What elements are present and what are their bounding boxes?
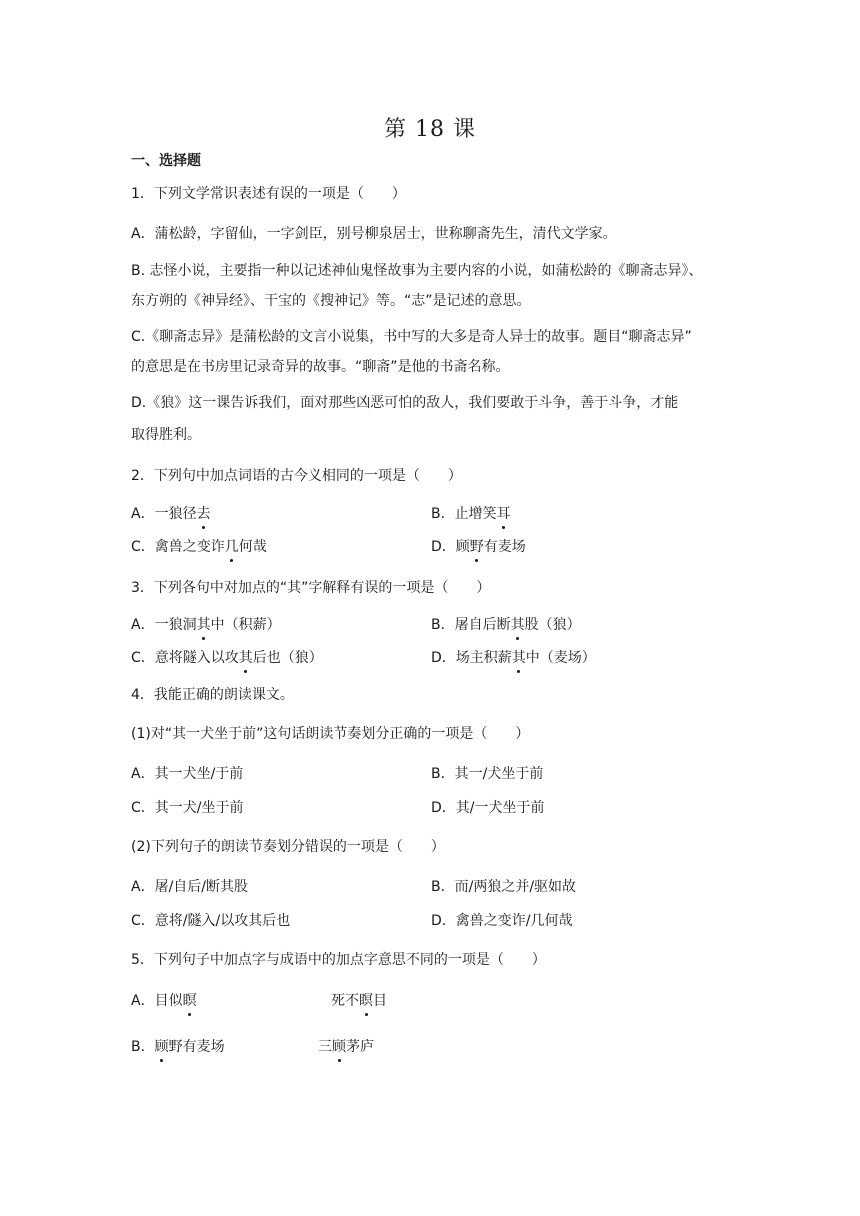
option-text: A．一狼洞 <box>131 617 197 633</box>
dotted-character: 瞑 <box>182 993 197 1009</box>
question-1-option-d-line2: 取得胜利。 <box>131 427 201 443</box>
question-1-option-c-line2: 的意思是在书房里记录奇异的故事。“聊斋”是他的书斋名称。 <box>131 359 510 375</box>
question-3-option-d <box>431 648 596 668</box>
question-5-option-b <box>131 1037 225 1057</box>
dotted-character: 其 <box>196 617 211 633</box>
option-text: 后也（狼） <box>252 650 323 666</box>
option-text: 野有麦场 <box>168 1039 225 1055</box>
option-text: B． <box>131 1039 155 1055</box>
question-1-option-b-line1: B. 志怪小说，主要指一种以记述神仙鬼怪故事为主要内容的小说，如蒲松龄的《聊斋志异》、 <box>131 263 703 279</box>
question-1-option-d-line1: D.《狼》这一课告诉我们，面对那些凶恶可怕的敌人，我们要敢于斗争，善于斗争，才能 <box>131 395 679 411</box>
dotted-character: 耳 <box>496 506 511 522</box>
question-3-stem: 3．下列各句中对加点的“其”字解释有误的一项是（ ） <box>131 580 491 596</box>
dotted-character: 瞑 <box>359 993 373 1009</box>
dotted-character: 去 <box>196 506 211 522</box>
page-title: 第 18 课 <box>384 117 476 142</box>
question-3-option-b <box>431 615 581 635</box>
idiom-text: 目 <box>373 993 387 1009</box>
dotted-character: 其 <box>510 617 525 633</box>
option-text: C．意将隧入以攻 <box>131 650 239 666</box>
dotted-character: 其 <box>238 650 253 666</box>
idiom-text: 茅庐 <box>346 1039 374 1055</box>
option-text: 中（积薪） <box>210 617 281 633</box>
section-heading: 一、选择题 <box>131 153 201 169</box>
dotted-character: 几 <box>224 539 239 555</box>
question-5-option-a <box>131 991 197 1011</box>
dotted-character: 野 <box>469 539 484 555</box>
question-4-1-option-b: B．其一/犬坐于前 <box>431 766 544 782</box>
question-2-option-d <box>431 537 526 557</box>
option-text: B．屠自后断 <box>431 617 511 633</box>
question-4-2-option-d: D．禽兽之变诈/几何哉 <box>431 913 573 929</box>
option-text: 股（狼） <box>524 617 581 633</box>
question-2-option-c <box>131 537 267 557</box>
option-text: D．顾 <box>431 539 470 555</box>
option-text: 中（麦场） <box>525 650 596 666</box>
question-2-option-a <box>131 504 211 524</box>
question-4-1-option-c: C．其一犬/坐于前 <box>131 800 244 816</box>
question-4-1-option-d: D．其/一犬坐于前 <box>431 800 545 816</box>
question-4-stem: 4．我能正确的朗读课文。 <box>131 687 294 703</box>
option-text: D．场主积薪 <box>431 650 512 666</box>
idiom-text: 死不 <box>331 993 359 1009</box>
question-5-option-b-idiom <box>318 1037 374 1057</box>
option-text: A．一狼径 <box>131 506 197 522</box>
question-3-option-c <box>131 648 323 668</box>
dotted-character: 顾 <box>332 1039 346 1055</box>
option-text: 何哉 <box>238 539 267 555</box>
question-2-option-b <box>431 504 511 524</box>
question-1-option-b-line2: 东方朔的《神异经》、干宝的《搜神记》等。“志”是记述的意思。 <box>131 293 531 309</box>
question-4-2-option-a: A．屠/自后/断其股 <box>131 879 249 895</box>
question-5-option-a-idiom <box>331 991 387 1011</box>
dotted-character: 顾 <box>154 1039 169 1055</box>
question-4-2-stem: (2)下列句子的朗读节奏划分错误的一项是（ ） <box>131 839 445 855</box>
idiom-text: 三 <box>318 1039 332 1055</box>
question-1-option-a: A．蒲松龄，字留仙，一字剑臣，别号柳泉居士，世称聊斋先生，清代文学家。 <box>131 226 617 242</box>
dotted-character: 其 <box>511 650 526 666</box>
question-2-stem: 2．下列句中加点词语的古今义相同的一项是（ ） <box>131 468 462 484</box>
question-5-stem: 5．下列句子中加点字与成语中的加点字意思不同的一项是（ ） <box>131 952 546 968</box>
question-3-option-a <box>131 615 281 635</box>
option-text: C．禽兽之变诈 <box>131 539 225 555</box>
option-text: 有麦场 <box>483 539 526 555</box>
option-text: A．目似 <box>131 993 183 1009</box>
question-4-1-option-a: A．其一犬坐/于前 <box>131 766 244 782</box>
question-1-stem: 1．下列文学常识表述有误的一项是（ ） <box>131 186 406 202</box>
question-1-option-c-line1: C.《聊斋志异》是蒲松龄的文言小说集，书中写的大多是奇人异士的故事。题目“聊斋志异” <box>131 329 692 345</box>
question-4-2-option-c: C．意将/隧入/以攻其后也 <box>131 913 291 929</box>
option-text: B．止增笑 <box>431 506 497 522</box>
question-4-1-stem: (1)对“其一犬坐于前”这句话朗读节奏划分正确的一项是（ ） <box>131 726 530 742</box>
question-4-2-option-b: B．而/两狼之并/驱如故 <box>431 879 577 895</box>
